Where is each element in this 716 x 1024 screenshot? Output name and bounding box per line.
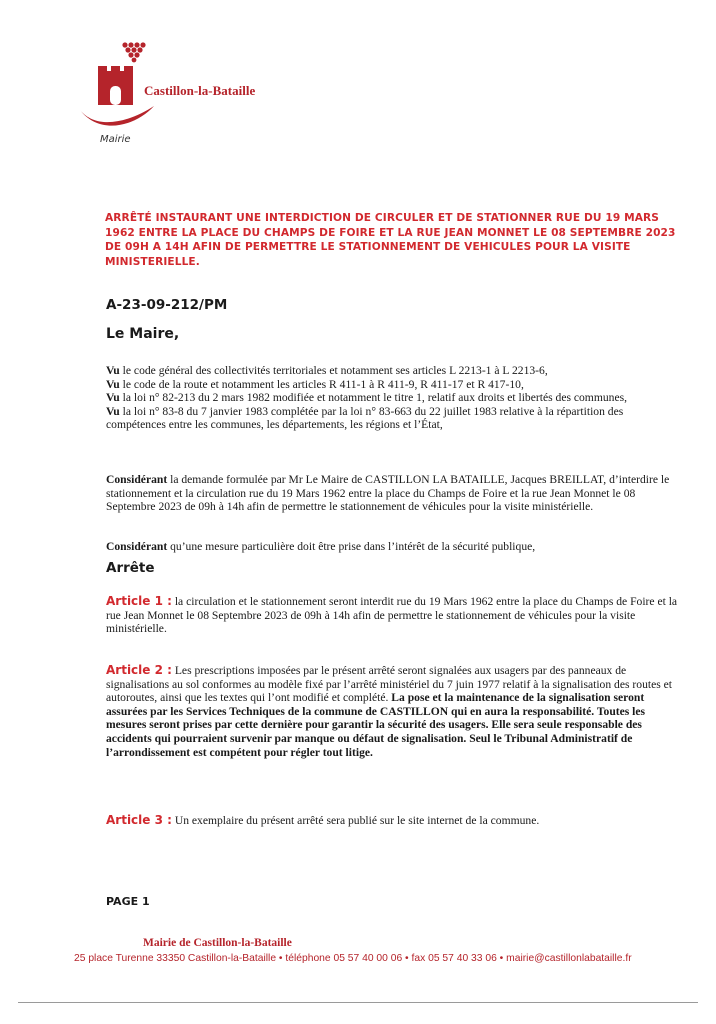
article-2: Article 2 : Les prescriptions imposées par le présent arrêté seront signalées aux usagers par des panneaux de signalisations au sol conformes au modèle fixé par l’arrêté ministériel du 7 juin 1977 relatif à la signalisation des routes et autoroutes, ainsi que les textes qui l’ont modifié et complété. La pose et la maintenance de la signalisation seront assurées par les Services Techniques de la commune de CASTILLON qui en aura la responsabilité. Toutes les mesures seront prises par cette dernière pour garantir la sécurité des usagers. Elle sera seule responsable des accidents qui pourraient survenir par manque ou défaut de signalisation. Seul le Tribunal Administratif de l’arrondissement est compétent pour régler tout litige. xyxy=(106,663,673,759)
town-name: Castillon-la-Bataille xyxy=(144,83,256,98)
vu-item: Vu le code général des collectivités territoriales et notamment ses articles L 2213-1 à L 2213-6, xyxy=(106,364,548,377)
vu-list xyxy=(106,364,686,432)
footer-address: 25 place Turenne 33350 Castillon-la-Bataille • téléphone 05 57 40 00 06 • fax 05 57 40 33 06 • mairie@castillonlabataille.fr xyxy=(74,953,632,964)
vu-item: Vu la loi n° 83-8 du 7 janvier 1983 complétée par la loi n° 83-663 du 22 juillet 1983 relative à la répartition des compétences entre les communes, les départements, les régions et l’État, xyxy=(106,404,624,432)
mairie-subtitle: Mairie xyxy=(100,134,131,145)
article-label: Article 1 : xyxy=(106,594,172,608)
authority-heading: Le Maire, xyxy=(106,326,180,342)
footer-divider xyxy=(18,1002,698,1003)
considerant-paragraph: Considérant qu’une mesure particulière doit être prise dans l’intérêt de la sécurité publique, xyxy=(106,540,536,553)
arrete-heading: Arrête xyxy=(106,560,155,576)
page-number: PAGE 1 xyxy=(106,895,150,908)
vu-item: Vu la loi n° 82-213 du 2 mars 1982 modifiée et notamment le titre 1, relatif aux droits et libertés des communes, xyxy=(106,391,627,405)
footer-organization: Mairie de Castillon-la-Bataille xyxy=(143,937,292,949)
article-label: Article 2 : xyxy=(106,663,172,677)
article-1: Article 1 : la circulation et le stationnement seront interdit rue du 19 Mars 1962 entre la place du Champs de Foire et la rue Jean Monnet le 08 Septembre 2023 de 09h à 14h afin de permettre le stationnement de véhicules pour la visite ministérielle. xyxy=(106,594,678,636)
document-title: ARRÊTÉ INSTAURANT UNE INTERDICTION DE CIRCULER ET DE STATIONNER RUE DU 19 MARS 1962 ENTRE LA PLACE DU CHAMPS DE FOIRE ET LA RUE JEAN MONNET LE 08 SEPTEMBRE 2023 DE 09H A 14H AFIN DE PERMETTRE LE STATIONNEMENT DE VEHICULES POUR LA VISITE MINISTERIELLE. xyxy=(105,212,676,268)
town-logo xyxy=(78,40,308,150)
reference-number: A-23-09-212/PM xyxy=(106,297,228,313)
article-3: Article 3 : Un exemplaire du présent arrêté sera publié sur le site internet de la commune. xyxy=(106,813,540,827)
considerant-paragraph: Considérant la demande formulée par Mr Le Maire de CASTILLON LA BATAILLE, Jacques BREILLAT, d’interdire le stationnement et la circulation rue du 19 Mars 1962 entre la place du Champs de Foire et la rue Jean Monnet le 08 Septembre 2023 de 09h à 14h afin de permettre le stationnement de véhicules pour la visite ministérielle. xyxy=(106,473,670,514)
article-label: Article 3 : xyxy=(106,813,172,827)
vu-item: Vu le code de la route et notamment les articles R 411-1 à R 411-9, R 411-17 et R 417-10, xyxy=(106,377,524,391)
